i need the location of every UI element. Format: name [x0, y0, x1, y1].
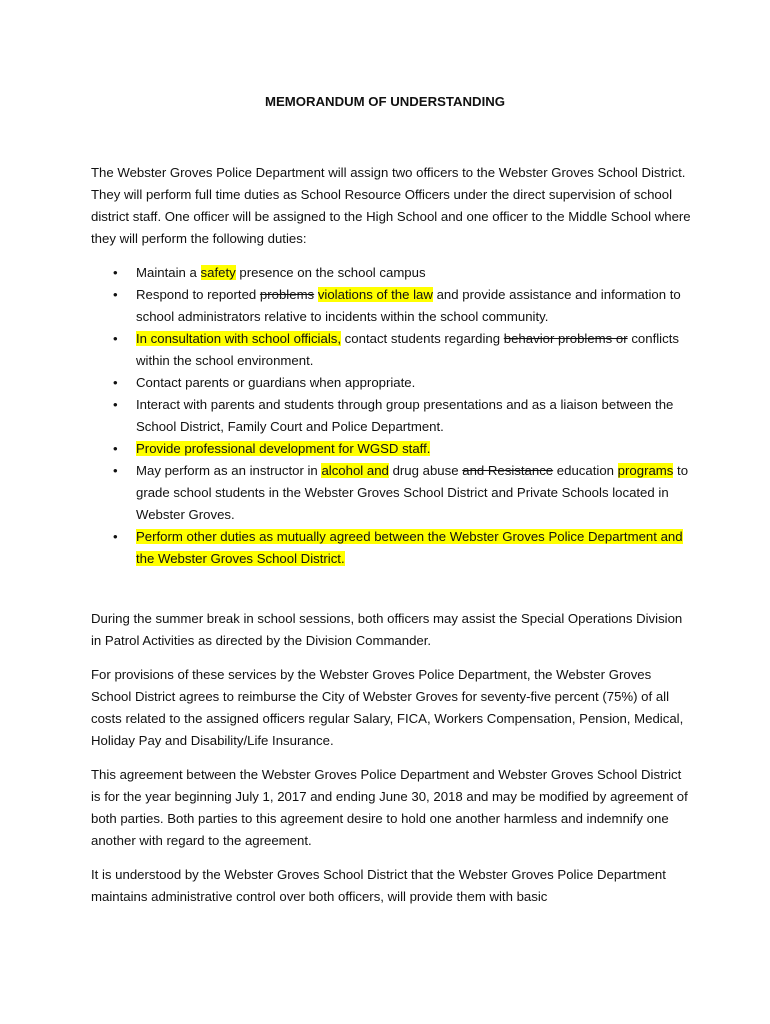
- term-paragraph: This agreement between the Webster Groves Police Department and Webster Groves School District is for the year beginning July 1, 2017 and ending June 30, 2018 and may be modified by agreement of both parties. Both parties to this agreement desire to hold one another harmless and indemnify one another with regard to the agreement.: [91, 767, 688, 848]
- highlighted-text: programs: [617, 463, 674, 478]
- highlighted-text: In consultation with school officials,: [136, 331, 342, 346]
- struck-text: behavior problems or: [503, 331, 628, 346]
- duty-item: • May perform as an instructor in alcohol and drug abuse and Resistance education programs to grade school students in the Webster Groves School District and Private Schools located in Webster Groves.: [91, 460, 691, 526]
- duty-item: [91, 526, 691, 570]
- struck-text: and Resistance: [462, 463, 554, 478]
- duty-item: [91, 438, 691, 460]
- highlighted-text: alcohol and: [321, 463, 389, 478]
- highlighted-text: Provide professional development for WGSD staff.: [136, 441, 431, 456]
- summer-paragraph: During the summer break in school sessions, both officers may assist the Special Operations Division in Patrol Activities as directed by the Division Commander.: [91, 611, 683, 648]
- duty-item: • Respond to reported problems violations of the law and provide assistance and information to school administrators relative to incidents within the school community.: [91, 284, 691, 328]
- highlighted-text: safety: [200, 265, 236, 280]
- highlighted-text: Perform other duties as mutually agreed between the Webster Groves Police Department and the Webster Groves School District.: [136, 529, 683, 566]
- intro-paragraph: The Webster Groves Police Department will assign two officers to the Webster Groves School District. They will perform full time duties as School Resource Officers under the direct supervision of school district staff. One officer will be assigned to the High School and one officer to the Middle School where they will perform the following duties:: [91, 165, 691, 246]
- duty-item: • Contact parents or guardians when appropriate.: [91, 372, 691, 394]
- control-paragraph: It is understood by the Webster Groves School District that the Webster Groves Police Department maintains administrative control over both officers, will provide them with basic: [91, 867, 666, 904]
- duty-item: • Maintain a safety presence on the school campus: [91, 262, 691, 284]
- reimbursement-paragraph: For provisions of these services by the Webster Groves Police Department, the Webster Groves School District agrees to reimburse the City of Webster Groves for seventy-five percent (75%) of all costs related to the assigned officers regular Salary, FICA, Workers Compensation, Pension, Medical, Holiday Pay and Disability/Life Insurance.: [91, 667, 684, 748]
- duty-item: • In consultation with school officials, contact students regarding behavior problems or conflicts within the school environment.: [91, 328, 691, 372]
- duties-list: [91, 262, 691, 570]
- highlighted-text: violations of the law: [317, 287, 433, 302]
- duty-item: • Interact with parents and students through group presentations and as a liaison between the School District, Family Court and Police Department.: [91, 394, 691, 438]
- struck-text: problems: [259, 287, 315, 302]
- document-title: MEMORANDUM OF UNDERSTANDING: [264, 94, 506, 109]
